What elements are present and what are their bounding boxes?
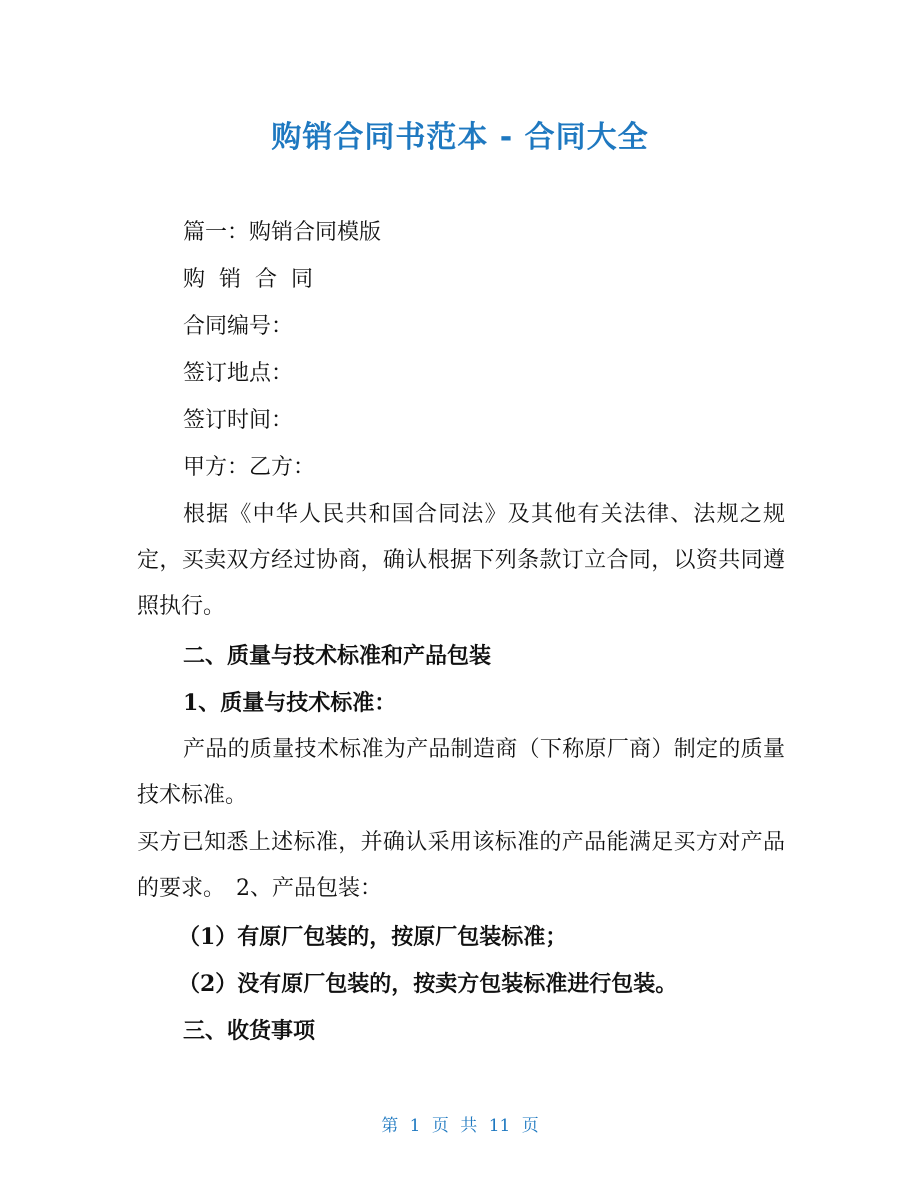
- packaging-item-two: （2）没有原厂包装的，按卖方包装标准进行包装。: [178, 971, 678, 997]
- section-three-heading: 三、收货事项: [183, 1018, 316, 1044]
- contract-number-label: 合同编号：: [183, 314, 294, 339]
- signing-time-label: 签订时间：: [183, 408, 294, 433]
- signing-place-label: 签订地点：: [183, 361, 294, 386]
- preamble-paragraph: 根据《中华人民共和国合同法》及其他有关法律、法规之规定，买卖双方经过协商，确认根据下列条款订立合同，以资共同遵照执行。: [137, 502, 785, 619]
- document-title: 购销合同书范本 - 合同大全: [271, 120, 649, 155]
- contract-heading: 购销合同: [183, 267, 328, 292]
- item-one-heading: 1、质量与技术标准：: [183, 690, 397, 716]
- section-one-heading: 篇一：购销合同模版: [183, 220, 382, 245]
- packaging-item-one: （1）有原厂包装的，按原厂包装标准；: [178, 924, 568, 950]
- parties-label: 甲方：乙方：: [183, 455, 316, 480]
- buyer-acknowledgement-paragraph: 买方已知悉上述标准，并确认采用该标准的产品能满足买方对产品的要求。 2、产品包装：: [137, 830, 785, 901]
- page-footer: 第 1 页 共 11 页: [381, 1116, 539, 1136]
- section-two-heading: 二、质量与技术标准和产品包装: [183, 643, 492, 669]
- quality-standard-paragraph: 产品的质量技术标准为产品制造商（下称原厂商）制定的质量技术标准。: [137, 737, 785, 808]
